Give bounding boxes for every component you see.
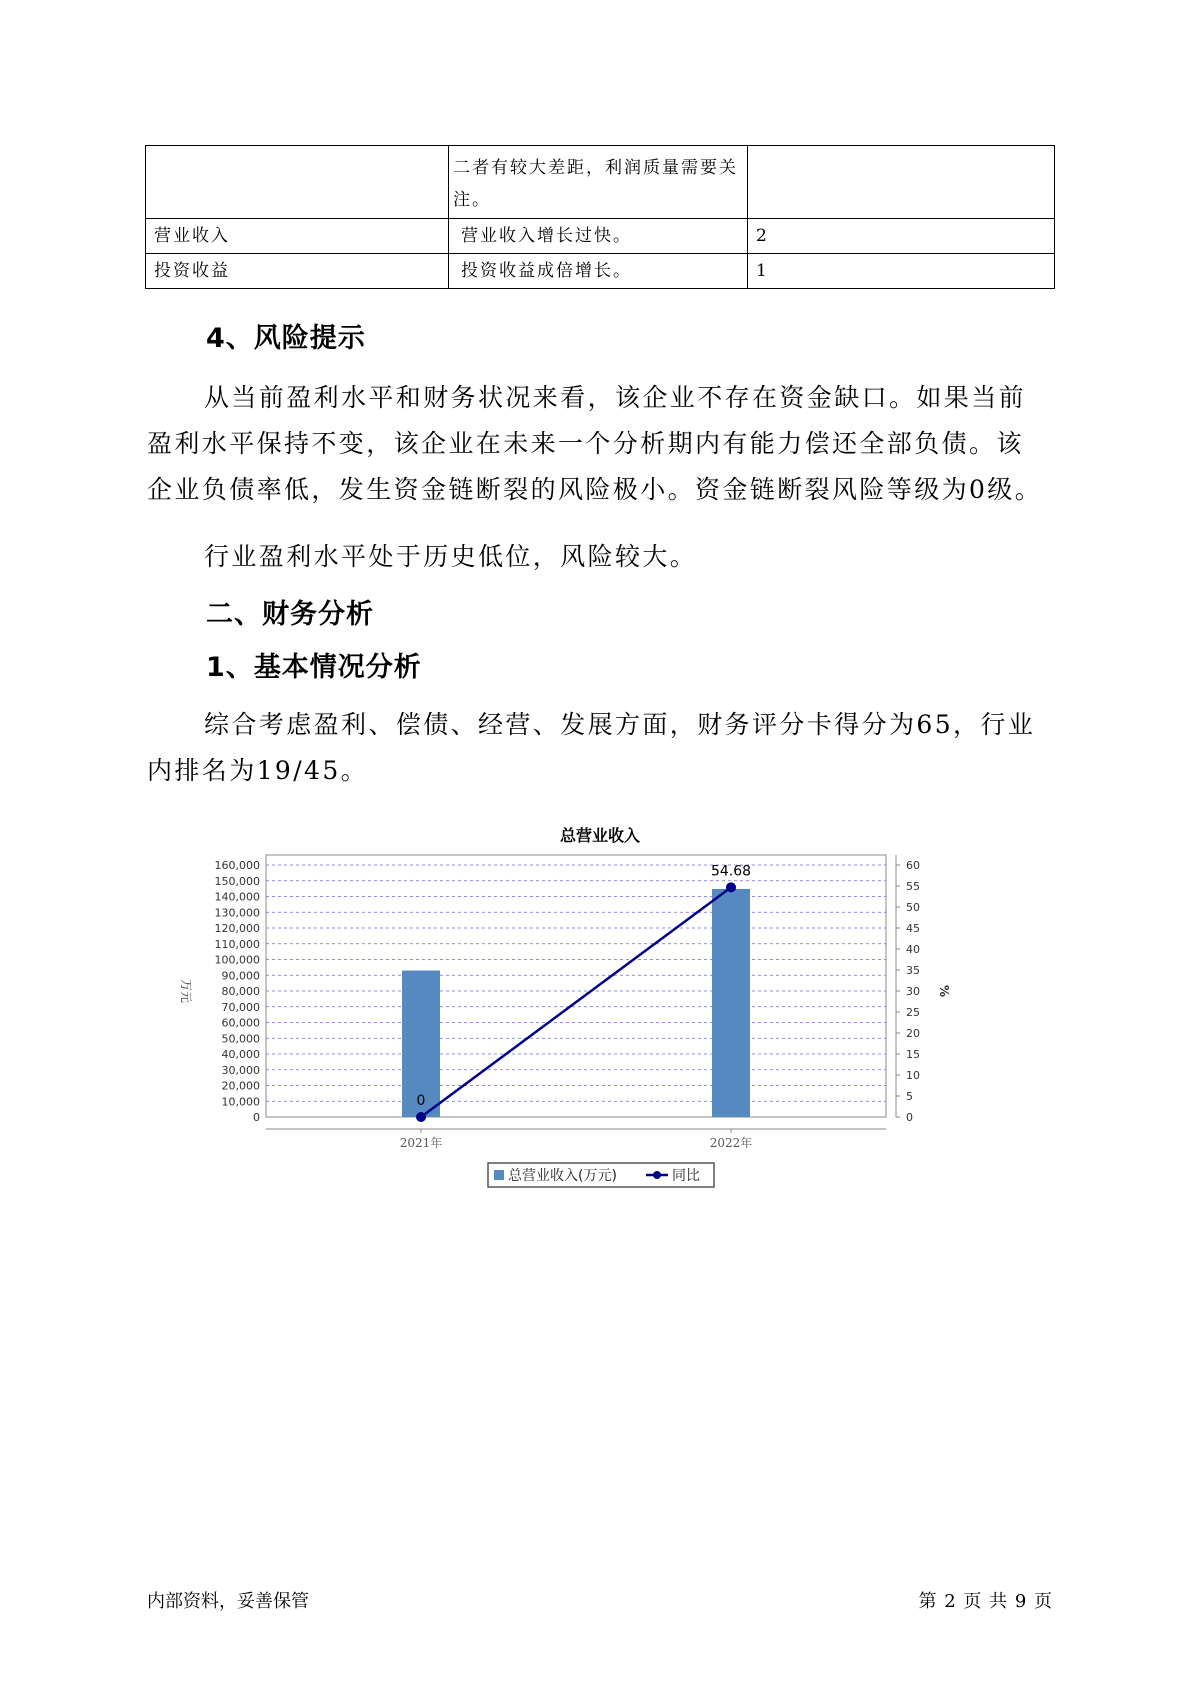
y2-tick-label: 5	[906, 1090, 913, 1103]
y2-tick-label: 25	[906, 1006, 920, 1019]
y-tick-label: 60,000	[221, 1016, 260, 1030]
data-label: 0	[416, 1093, 426, 1109]
y-tick-label: 50,000	[221, 1032, 260, 1046]
table-cell: 营业收入	[146, 219, 449, 254]
legend-label-yoy: 同比	[672, 1168, 700, 1184]
y2-tick-label: 55	[906, 880, 920, 893]
y2-tick-label: 30	[906, 985, 920, 998]
y2-tick-label: 15	[906, 1048, 920, 1061]
table-cell: 二者有较大差距，利润质量需要关注。	[449, 146, 748, 219]
paragraph-risk-1: 从当前盈利水平和财务状况来看，该企业不存在资金缺口。如果当前盈利水平保持不变，该企业在未来一个分析期内有能力偿还全部负债。该企业负债率低，发生资金链断裂的风险极小。资金链断裂风险等级为0级。	[147, 383, 1043, 504]
y-axis-label: 万元	[179, 978, 193, 1004]
y2-tick-label: 50	[906, 901, 920, 914]
y-tick-label: 40,000	[221, 1048, 260, 1061]
yoy-point	[416, 1112, 426, 1122]
section-heading-financial: 二、财务分析	[206, 599, 374, 630]
y-tick-label: 130,000	[214, 906, 260, 920]
y-tick-label: 70,000	[221, 1000, 260, 1014]
table-row	[146, 254, 1055, 289]
table-row	[146, 146, 1055, 219]
y-tick-label: 160,000	[214, 859, 260, 872]
plot-area	[266, 855, 886, 1117]
section-heading-risk: 4、风险提示	[206, 323, 366, 354]
y2-tick-label: 20	[906, 1027, 920, 1040]
y-tick-label: 30,000	[221, 1063, 260, 1077]
y-tick-label: 140,000	[214, 890, 260, 904]
table-cell	[146, 146, 449, 219]
x-tick-label: 2022年	[709, 1136, 753, 1150]
y2-tick-label: 35	[906, 964, 920, 977]
table-cell	[748, 146, 1055, 219]
subsection-heading-basic: 1、基本情况分析	[206, 652, 422, 683]
legend-swatch-yoy-dot	[653, 1171, 661, 1179]
table-cell-text: 投资收益成倍增长。	[461, 261, 632, 281]
yoy-point	[726, 882, 736, 892]
y2-tick-label: 60	[906, 859, 920, 872]
table-cell-text: 营业收入增长过快。	[461, 226, 632, 246]
legend-label-revenue: 总营业收入(万元)	[508, 1168, 617, 1184]
y-tick-label: 150,000	[214, 874, 260, 888]
table-row	[146, 219, 1055, 254]
data-label: 54.68	[710, 863, 752, 880]
y2-axis-label: %	[937, 984, 951, 998]
y-tick-label: 90,000	[221, 969, 260, 983]
paragraph-basic: 综合考虑盈利、偿债、经营、发展方面，财务评分卡得分为65，行业内排名为19/45。	[147, 710, 1036, 785]
paragraph-risk-2: 行业盈利水平处于历史低位，风险较大。	[204, 542, 698, 571]
revenue-chart	[170, 815, 1030, 1285]
chart-title: 总营业收入	[559, 826, 640, 845]
y2-tick-label: 45	[906, 922, 920, 935]
y-tick-label: 120,000	[214, 922, 260, 935]
y2-tick-label: 10	[906, 1069, 920, 1082]
legend-swatch-revenue	[494, 1170, 504, 1180]
y-tick-label: 0	[253, 1111, 260, 1124]
table-cell: 1	[748, 254, 1055, 289]
y2-tick-label: 40	[906, 943, 920, 956]
table-cell	[449, 219, 748, 254]
y-tick-label: 100,000	[214, 953, 260, 967]
y2-tick-label: 0	[906, 1111, 913, 1124]
y-tick-label: 20,000	[221, 1079, 260, 1093]
chart-canvas	[170, 815, 1030, 1285]
table-cell	[449, 254, 748, 289]
x-tick-label: 2021年	[399, 1136, 443, 1150]
footer-page-number: 第 2 页 共 9 页	[918, 1591, 1053, 1612]
table-cell: 投资收益	[146, 254, 449, 289]
y-tick-label: 110,000	[214, 937, 260, 951]
y-tick-label: 80,000	[221, 985, 260, 998]
risk-table	[145, 145, 1055, 289]
y-tick-label: 10,000	[221, 1095, 260, 1109]
footer-confidential: 内部资料，妥善保管	[147, 1591, 309, 1612]
revenue-bar	[712, 889, 750, 1117]
table-cell: 2	[748, 219, 1055, 254]
